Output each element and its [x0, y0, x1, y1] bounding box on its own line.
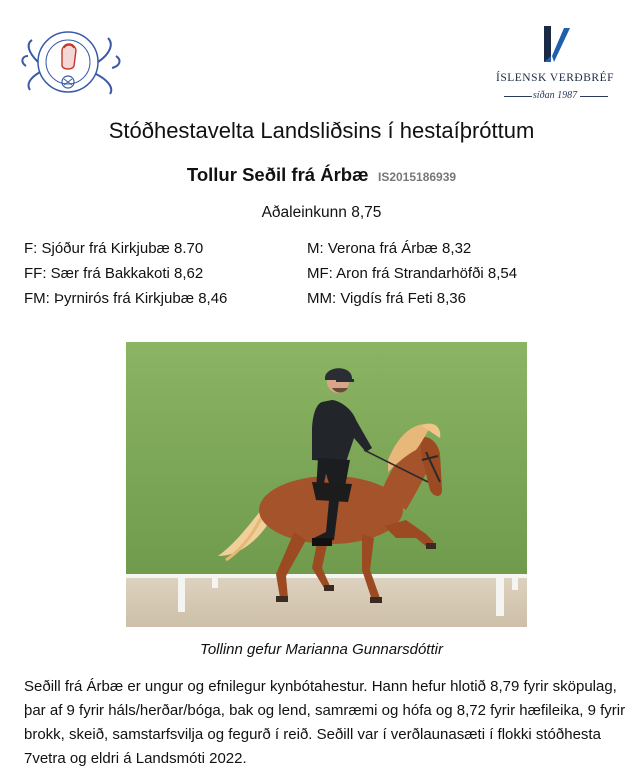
brand-mark-icon	[540, 22, 574, 66]
pedigree-dam-sire: MF: Aron frá Strandarhöfði 8,54	[307, 265, 518, 282]
pedigree-dam-dam: MM: Vigdís frá Feti 8,36	[307, 290, 466, 307]
brand-since: síðan 1987	[532, 90, 578, 101]
islensk-verdbref-logo	[490, 22, 620, 110]
photo-caption: Tollinn gefur Marianna Gunnarsdóttir	[200, 641, 443, 658]
pedigree-sire: F: Sjóður frá Kirkjubæ 8.70	[24, 240, 204, 257]
horse-id: IS2015186939	[377, 170, 457, 184]
pedigree-sire-dam: FM: Þyrnirós frá Kirkjubæ 8,46	[24, 290, 228, 307]
horse-description: Seðill frá Árbæ er ungur og efnilegur kynbótahestur. Hann hefur hlotið 8,79 fyrir sköpulag, þar af 9 fyrir háls/herðar/bóga, bak og lend, samræmi og hófa og 8,72 fyrir hæfileika, 9 fyrir brokk, skeið, samstarfsvilja og fegurð í reið. Seðill var í verðlaunasæti í flokki stóðhesta 7vetra og eldri á Landsmóti 2022.	[24, 678, 626, 767]
horse-photo	[126, 342, 527, 627]
pedigree-dam: M: Verona frá Árbæ 8,32	[307, 240, 472, 257]
horse-heading	[0, 164, 643, 186]
brand-divider-right	[580, 96, 608, 97]
brand-name: ÍSLENSK VERÐBRÉF	[495, 72, 614, 84]
seal-emblem-icon	[18, 22, 128, 104]
page-title: Stóðhestavelta Landsliðsins í hestaíþróttum	[108, 118, 535, 143]
association-seal-logo	[18, 22, 128, 104]
pedigree-sire-sire: FF: Sær frá Bakkakoti 8,62	[24, 265, 204, 282]
overall-score: Aðaleinkunn 8,75	[261, 204, 382, 221]
horse-rider-illustration	[126, 342, 527, 627]
horse-name: Tollur Seðil frá Árbæ	[186, 164, 369, 185]
